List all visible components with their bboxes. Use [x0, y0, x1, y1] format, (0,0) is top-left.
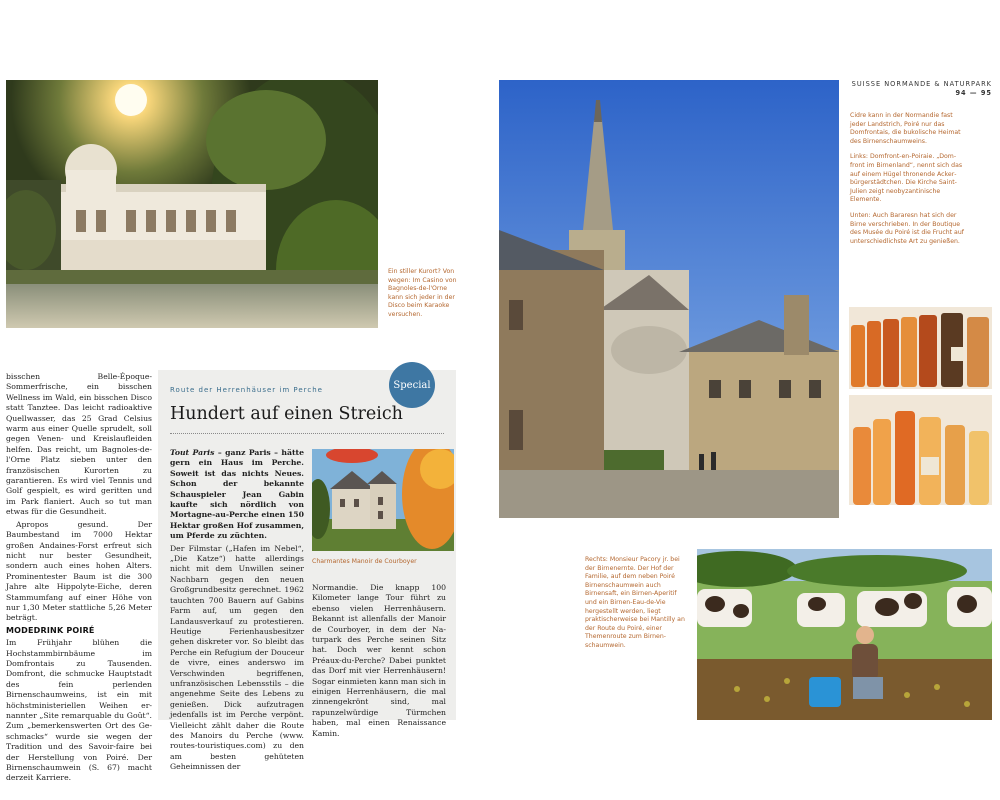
- right-caption-3: Unten: Auch Bararesn hat sich der Birne verschrieben. In der Boutique des Musée du Poiré ist die Frucht auf unterschiedlichste Art zu genießen.: [850, 211, 964, 245]
- special-divider: [170, 433, 444, 434]
- casino-caption: Ein stiller Kurort? Von wegen: Im Casino von Bagnoles-de-l'Orne kann sich jeder in der Disco beim Karaoke versuchen.: [388, 268, 457, 318]
- special-lead: [170, 448, 304, 542]
- manoir-caption: Charmantes Manoir de Courboyer: [312, 558, 417, 565]
- special-kicker: Route der Herrenhäuser im Perche: [170, 386, 323, 394]
- cows-caption: Rechts: Monsieur Pacory jr. bei der Birnenernte. Der Hof der Familie, auf dem neben Poiré Birnenschaumwein auch Birnensaft, ein Birnen-Aperitif und ein Birnen-Eau-de-Vie hergestellt werden, liegt praktischerweise bei Mantilly an der Route du Poiré, einer Themenroute zum Birnenschaumwein.: [585, 556, 685, 649]
- casino-photo: [6, 80, 378, 328]
- page-numbers: 94 — 95: [955, 89, 992, 97]
- left-paragraph-1: bisschen Belle-Époque-Sommerfrische, ein bisschen Wellness im Wald, ein bisschen Disco statt Tanztee. Das leicht radioaktive Quellwasser, das 25 Grad Celsius warm aus einer Quelle sprudelt, soll gegen Venen- und Kreislaufleiden helfen. Das reicht, um Bagnoles-de-l'Orne Platz sieben unter den französischen Kurorten zu garantieren. Es wird viel Tennis und Golf gespielt, es wird geritten und im Park flaniert. Auch so tut man etwas für die Gesundheit.: [6, 372, 152, 517]
- section-title: SUISSE NORMANDE & NATURPARK: [851, 80, 992, 88]
- special-col1-text: Der Filmstar („Hafen im Nebel“, „Die Katze“) hatte allerdings nicht mit dem Unwillen seiner Nachbarn gegen den neuen Großgrundbesitz gerechnet. 1962 tauchten 700 Bauern auf Gabins Farm auf, um gegen den Landausverkauf zu protestieren. Heutige Ferienhausbesitzer gehen diskreter vor. So bleibt das Perche ein Refugium der Douceur de vivre, eines anderswo im Verschwinden begriffenen, unfranzösischen Lebensstils – die angenehme Seite des Lebens zu genießen. Dick aufzutragen jedenfalls ist im Perche verpönt. Vielleicht zählt daher die Route des Manoirs du Perche (www. routes-touristiques.com) zu den am besten gehüteten Geheimnissen der: [170, 543, 304, 772]
- left-text-column: [6, 372, 152, 786]
- church-photo: [499, 80, 839, 518]
- manoir-photo: [312, 449, 454, 551]
- special-column-2: Normandie. Die knapp 100 Kilometer lange Tour führt zu ebenso vielen Herrenhäusern. Bekannt ist allenfalls der Manoir de Courboyer, in dem der Naturpark des Perche seinen Sitz hat. Doch wer kennt schon Préaux-du-Perche? Dabei punktet das Dorf mit vier Herrenhäusern! Sogar einmieten kann man sich in einigen Herrenhäusern, die mal zinnengekrönt sind, mal rapunzelwürdige Türmchen haben, mal einen Renaissance Kamin.: [312, 583, 446, 738]
- left-paragraph-3: Im Frühjahr blühen die Hochstammbirnbäume im Domfrontais zu Tausenden. Domfront, die schmucke Hauptstadt des fein perlenden Birnenschaumweins, ist ein mit höchstministeriellen Weihen ernannter „Site remarquable du Goût“. Zum „bemerkenswerten Ort des Geschmacks“ wurde sie wegen der Tradition und des Savoir-faire bei der Herstellung von Poiré. Der Birnenschaumwein (S. 67) macht derzeit Karriere.: [6, 638, 152, 783]
- left-paragraph-2: Apropos gesund. Der Baumbestand im 7000 Hektar großen Andaines-Forst erfreut sich nicht nur bester Gesundheit, sondern auch eines hohen Alters. Prominentester Baum ist die 300 Jahre alte Hippolyte-Eiche, deren Stammumfang auf einer Höhe von nur 1,30 Meter stattliche 5,26 Meter beträgt.: [6, 519, 152, 623]
- special-lead-italic: Tout Paris: [170, 448, 215, 457]
- right-caption-block: [850, 112, 966, 253]
- cows-photo: [697, 549, 992, 720]
- special-lead-text: – ganz Paris – hätte gern ein Haus im Perche. Soweit ist das nichts Neues. Schon der bekannte Schauspieler Jean Gabin kaufte sich nördlich von Mortagne-au-Perche einen 150 Hektar großen Hof zusammen, um Pferde zu züchten.: [170, 448, 304, 541]
- subhead-modedrink: MODEDRINK POIRÉ: [6, 625, 95, 635]
- right-caption-2: Links: Domfront-en-Poiraie. „Domfront im Birnenland“, nennt sich das auf einem Hügel thronende Ackerbürgerstädtchen. Die Kirche Saint-Julien zeigt neobyzantinische Elemente.: [850, 153, 963, 204]
- right-caption-1: Cidre kann in der Normandie fast jeder Landstrich, Poiré nur das Domfrontais, die bukolische Heimat des Birnenschaumweins.: [850, 112, 961, 145]
- special-column-1: [170, 448, 304, 775]
- page-header: [852, 80, 992, 98]
- special-badge: Special: [389, 362, 435, 408]
- special-title: Hundert auf einen Streich: [170, 404, 403, 424]
- bottles-photo: [849, 307, 992, 518]
